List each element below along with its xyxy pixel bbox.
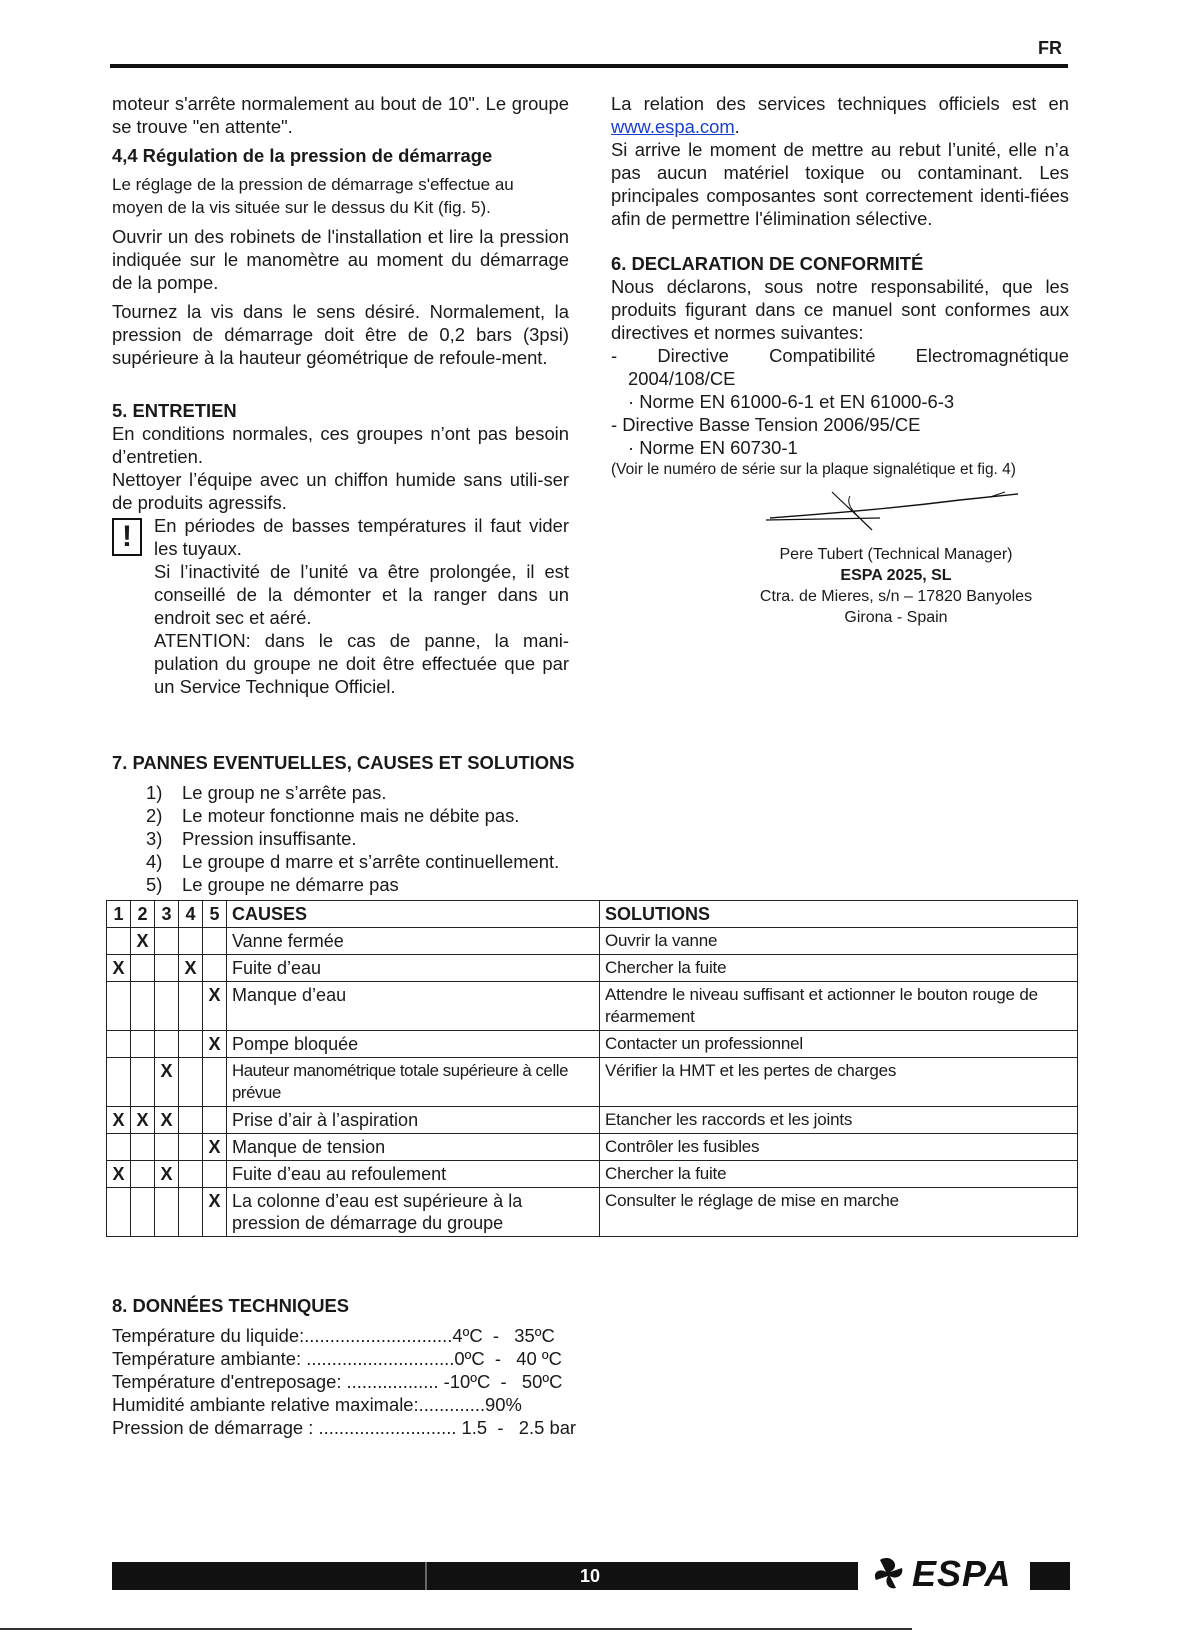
directive-1-norm: · Norme EN 61000-6-1 et EN 61000-6-3 xyxy=(628,391,955,412)
fault-mark-cell xyxy=(131,1031,155,1058)
fault-mark-cell xyxy=(203,1107,227,1134)
fault-mark-cell: X xyxy=(179,955,203,982)
solution-cell: Attendre le niveau suffisant et actionner le bouton rouge de réarmement xyxy=(600,982,1078,1031)
fault-mark-cell xyxy=(155,982,179,1031)
fault-text: Le groupe d marre et s’arrête continuellement. xyxy=(182,851,560,872)
fault-mark-cell: X xyxy=(107,1161,131,1188)
table-row xyxy=(107,1161,1078,1188)
fault-mark-cell xyxy=(131,955,155,982)
header-rule xyxy=(110,64,1068,68)
cause-cell: Prise d’air à l’aspiration xyxy=(227,1107,600,1134)
fault-text: Pression insuffisante. xyxy=(182,828,357,849)
fault-number: 1) xyxy=(146,782,163,803)
fault-mark-cell xyxy=(107,982,131,1031)
warning-icon: ! xyxy=(112,518,142,556)
cause-cell: Vanne fermée xyxy=(227,928,600,955)
intro-paragraph: moteur s'arrête normalement au bout de 10". Le groupe se trouve "en attente". xyxy=(112,93,569,137)
espa-logo-icon xyxy=(868,1554,908,1594)
fault-mark-cell xyxy=(107,1188,131,1237)
left-column xyxy=(112,92,569,698)
fault-mark-cell xyxy=(155,1134,179,1161)
cause-cell: Manque d’eau xyxy=(227,982,600,1031)
notice-line-2: Si l’inactivité de l’unité va être prolongée, il est conseillé de la démonter et la ranger dans un endroit sec et aéré. xyxy=(154,561,569,628)
declaration-paragraph: Nous déclarons, sous notre responsabilité, que les produits figurant dans ce manuel sont conformes aux directives et normes suivantes: xyxy=(611,276,1069,343)
espa-link[interactable]: www.espa.com xyxy=(611,116,735,137)
fault-list-item xyxy=(146,781,559,804)
paragraph-5-a: En conditions normales, ces groupes n’ont pas besoin d’entretien. xyxy=(112,423,569,467)
paragraph-4-4-a: Le réglage de la pression de démarrage s'effectue au moyen de la vis située sur le dessus du Kit (fig. 5). xyxy=(112,175,514,217)
language-tag: FR xyxy=(1038,38,1062,58)
fault-mark-cell xyxy=(155,1031,179,1058)
table-header-row xyxy=(107,901,1078,928)
fault-mark-cell: X xyxy=(155,1107,179,1134)
section-7-heading: 7. PANNES EVENTUELLES, CAUSES ET SOLUTIONS xyxy=(112,752,575,773)
solution-cell: Vérifier la HMT et les pertes de charges xyxy=(600,1058,1078,1107)
fault-text: Le moteur fonctionne mais ne débite pas. xyxy=(182,805,520,826)
fault-mark-cell: X xyxy=(107,955,131,982)
cause-cell: La colonne d’eau est supérieure à la pression de démarrage du groupe xyxy=(227,1188,600,1237)
footer-end-bar xyxy=(1030,1562,1070,1590)
fault-list-item xyxy=(146,827,559,850)
cause-cell: Manque de tension xyxy=(227,1134,600,1161)
cause-cell: Fuite d’eau xyxy=(227,955,600,982)
fault-mark-cell xyxy=(203,928,227,955)
fault-mark-cell: X xyxy=(131,1107,155,1134)
logo-text: ESPA xyxy=(912,1553,1012,1594)
company-name: ESPA 2025, SL xyxy=(840,567,952,584)
fault-mark-cell: X xyxy=(203,1134,227,1161)
cause-cell: Fuite d’eau au refoulement xyxy=(227,1161,600,1188)
header-fault-4: 4 xyxy=(179,901,203,928)
paragraph-5-b: Nettoyer l’équipe avec un chiffon humide sans utili-ser de produits agressifs. xyxy=(112,469,569,513)
header-causes: CAUSES xyxy=(227,901,600,928)
solution-cell: Contacter un professionnel xyxy=(600,1031,1078,1058)
table-row xyxy=(107,955,1078,982)
section-4-4-heading: 4,4 Régulation de la pression de démarrage xyxy=(112,145,493,166)
directive-1-label: - Directive Compatibilité Electromagnétique xyxy=(611,345,1069,366)
fault-text: Le group ne s’arrête pas. xyxy=(182,782,387,803)
fault-mark-cell xyxy=(179,1107,203,1134)
fault-mark-cell xyxy=(179,982,203,1031)
fault-mark-cell xyxy=(203,955,227,982)
signature-image xyxy=(760,488,1020,536)
company-address-2: Girona - Spain xyxy=(844,609,948,626)
directive-2-norm: · Norme EN 60730-1 xyxy=(628,437,798,458)
fault-mark-cell xyxy=(107,1031,131,1058)
fault-mark-cell xyxy=(107,1058,131,1107)
fault-mark-cell xyxy=(179,928,203,955)
notice-line-1: En périodes de basses températures il faut vider les tuyaux. xyxy=(154,515,569,559)
header-fault-5: 5 xyxy=(203,901,227,928)
section-6-heading: 6. DECLARATION DE CONFORMITÉ xyxy=(611,253,924,274)
technical-data-line: Pression de démarrage : ........................... 1.5 - 2.5 bar xyxy=(112,1417,577,1438)
fault-mark-cell xyxy=(107,928,131,955)
fault-mark-cell xyxy=(107,1134,131,1161)
fault-number: 5) xyxy=(146,874,163,895)
fault-mark-cell: X xyxy=(155,1161,179,1188)
technical-data-line: Température d'entreposage: .................. -10ºC - 50ºC xyxy=(112,1371,563,1392)
notice-line-3: ATENTION: dans le cas de panne, la mani-pulation du groupe ne doit être effectuée que par un Service Technique Officiel. xyxy=(154,630,569,697)
cause-cell: Hauteur manométrique totale supérieure à celle prévue xyxy=(227,1058,600,1107)
fault-mark-cell xyxy=(155,928,179,955)
fault-list-item xyxy=(146,873,559,896)
signatory-name: Pere Tubert (Technical Manager) xyxy=(779,546,1013,563)
header-solutions: SOLUTIONS xyxy=(600,901,1078,928)
espa-logo xyxy=(868,1550,1028,1598)
fault-mark-cell xyxy=(179,1058,203,1107)
paragraph-4-4-b: Ouvrir un des robinets de l'installation et lire la pression indiquée sur le manomètre au moment du démarrage de la pompe. xyxy=(112,226,569,293)
fault-mark-cell xyxy=(203,1161,227,1188)
fault-list-item xyxy=(146,804,559,827)
services-text: La relation des services techniques officiels est en xyxy=(611,93,1069,114)
fault-mark-cell xyxy=(155,955,179,982)
header-fault-3: 3 xyxy=(155,901,179,928)
fault-number: 4) xyxy=(146,851,163,872)
paragraph-4-4-c: Tournez la vis dans le sens désiré. Normalement, la pression de démarrage doit être de 0,2 bars (3psi) supérieure à la hauteur géométrique de refoule-ment. xyxy=(112,301,569,368)
table-row xyxy=(107,1188,1078,1237)
fault-mark-cell: X xyxy=(107,1107,131,1134)
header-fault-2: 2 xyxy=(131,901,155,928)
technical-data-line: Humidité ambiante relative maximale:.............90% xyxy=(112,1394,522,1415)
services-period: . xyxy=(734,116,740,137)
fault-mark-cell xyxy=(179,1161,203,1188)
page-number: 10 xyxy=(579,1566,601,1586)
section-8-heading: 8. DONNÉES TECHNIQUES xyxy=(112,1295,350,1316)
table-row xyxy=(107,1031,1078,1058)
fault-number: 3) xyxy=(146,828,163,849)
solution-cell: Etancher les raccords et les joints xyxy=(600,1107,1078,1134)
solution-cell: Chercher la fuite xyxy=(600,1161,1078,1188)
fault-mark-cell xyxy=(131,1134,155,1161)
solution-cell: Chercher la fuite xyxy=(600,955,1078,982)
technical-data-line: Température ambiante: .............................0ºC - 40 ºC xyxy=(112,1348,562,1369)
fault-mark-cell xyxy=(131,1161,155,1188)
directive-2-label: - Directive Basse Tension 2006/95/CE xyxy=(611,414,921,435)
disposal-paragraph: Si arrive le moment de mettre au rebut l’unité, elle n’a pas aucun matériel toxique ou contaminant. Les principales composantes sont correctement identi-fiées afin de permettre l'élimination sélective. xyxy=(611,139,1069,229)
table-row xyxy=(107,982,1078,1031)
signature-block xyxy=(726,544,1066,628)
fault-list-item xyxy=(146,850,559,873)
solution-cell: Ouvrir la vanne xyxy=(600,928,1078,955)
technical-data xyxy=(112,1324,576,1439)
fault-text: Le groupe ne démarre pas xyxy=(182,874,399,895)
footer-separator xyxy=(425,1562,427,1590)
fault-mark-cell xyxy=(131,982,155,1031)
table-row xyxy=(107,1134,1078,1161)
fault-mark-cell xyxy=(179,1188,203,1237)
fault-number: 2) xyxy=(146,805,163,826)
fault-mark-cell xyxy=(131,1188,155,1237)
directive-1-code: 2004/108/CE xyxy=(628,368,736,389)
footer-bar xyxy=(112,1562,858,1590)
fault-mark-cell: X xyxy=(203,982,227,1031)
fault-mark-cell xyxy=(155,1188,179,1237)
fault-mark-cell: X xyxy=(203,1188,227,1237)
services-paragraph xyxy=(611,92,1069,138)
fault-mark-cell xyxy=(203,1058,227,1107)
section-5-heading: 5. ENTRETIEN xyxy=(112,400,237,421)
troubleshooting-table xyxy=(106,900,1078,1237)
table-row xyxy=(107,1107,1078,1134)
technical-data-line: Température du liquide:.............................4ºC - 35ºC xyxy=(112,1325,555,1346)
fault-mark-cell xyxy=(179,1031,203,1058)
page-bottom-line xyxy=(0,1628,912,1630)
fault-mark-cell: X xyxy=(131,928,155,955)
header-fault-1: 1 xyxy=(107,901,131,928)
warning-notice xyxy=(112,514,569,698)
table-row xyxy=(107,1058,1078,1107)
fault-mark-cell: X xyxy=(155,1058,179,1107)
fault-mark-cell xyxy=(179,1134,203,1161)
solution-cell: Contrôler les fusibles xyxy=(600,1134,1078,1161)
fault-mark-cell xyxy=(131,1058,155,1107)
fault-mark-cell: X xyxy=(203,1031,227,1058)
solution-cell: Consulter le réglage de mise en marche xyxy=(600,1188,1078,1237)
right-column xyxy=(611,92,1069,481)
cause-cell: Pompe bloquée xyxy=(227,1031,600,1058)
fault-list xyxy=(146,781,559,896)
company-address-1: Ctra. de Mieres, s/n – 17820 Banyoles xyxy=(759,588,1033,605)
serial-note: (Voir le numéro de série sur la plaque signalétique et fig. 4) xyxy=(611,461,1016,478)
table-row xyxy=(107,928,1078,955)
